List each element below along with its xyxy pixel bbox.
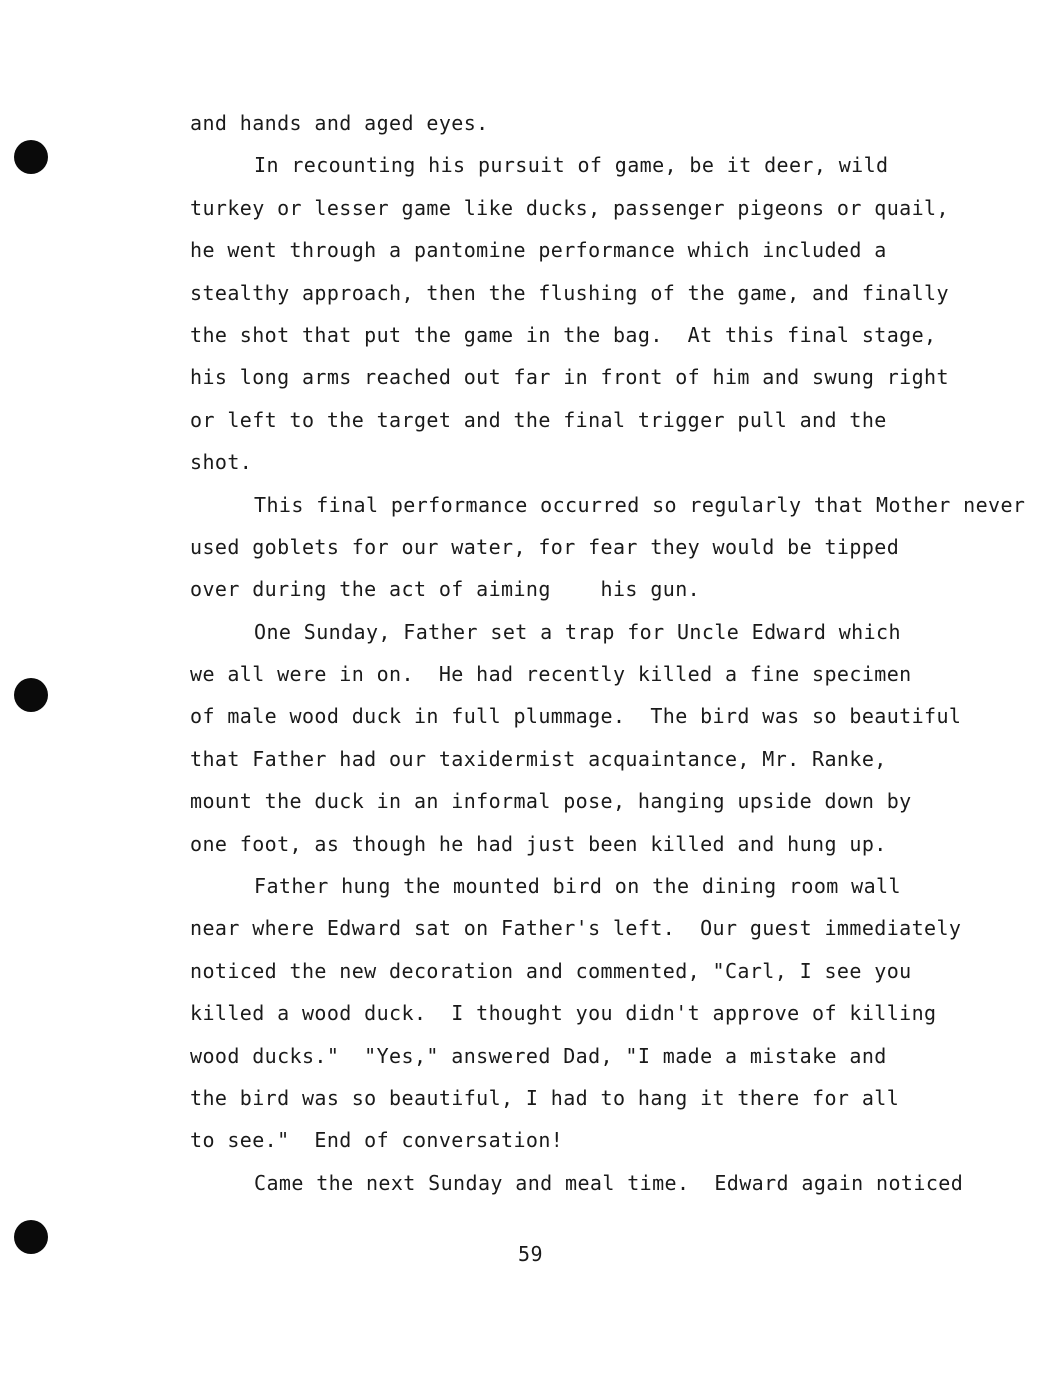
text-line: Came the next Sunday and meal time. Edward again noticed [254, 1170, 964, 1195]
text-line: one foot, as though he had just been killed and hung up. [190, 831, 887, 856]
text-line: the bird was so beautiful, I had to hang it there for all [190, 1085, 900, 1110]
text-line: One Sunday, Father set a trap for Uncle Edward which [254, 619, 901, 644]
text-line: we all were in on. He had recently killed a fine specimen [190, 662, 912, 687]
text-line: Father hung the mounted bird on the dining room wall [254, 874, 901, 899]
text-line: used goblets for our water, for fear they would be tipped [190, 534, 900, 559]
text-line: wood ducks." "Yes," answered Dad, "I made a mistake and [190, 1043, 887, 1068]
text-line: shot. [190, 450, 253, 475]
text-line: he went through a pantomine performance which included a [190, 238, 887, 263]
page-number: 59 [518, 1242, 543, 1266]
text-line: over during the act of aiming his gun. [190, 577, 701, 602]
punch-hole-middle [14, 678, 48, 712]
text-line: to see." End of conversation! [190, 1128, 564, 1153]
text-line: and hands and aged eyes. [190, 111, 489, 135]
text-line: near where Edward sat on Father's left. Our guest immediately [190, 916, 962, 941]
text-line: the shot that put the game in the bag. At this final stage, [190, 322, 937, 347]
text-line: mount the duck in an informal pose, hanging upside down by [190, 789, 912, 814]
text-line: turkey or lesser game like ducks, passenger pigeons or quail, [190, 195, 949, 220]
text-line: This final performance occurred so regularly that Mother never [254, 492, 1026, 517]
text-line: killed a wood duck. I thought you didn't approve of killing [190, 1001, 937, 1026]
text-line: that Father had our taxidermist acquaintance, Mr. Ranke, [190, 746, 887, 771]
text-line: In recounting his pursuit of game, be it deer, wild [254, 153, 889, 178]
text-line: stealthy approach, then the flushing of the game, and finally [190, 280, 949, 305]
body-text [190, 102, 1050, 1204]
text-line: of male wood duck in full plummage. The bird was so beautiful [190, 704, 962, 729]
text-line: or left to the target and the final trigger pull and the [190, 407, 887, 432]
text-line: noticed the new decoration and commented, "Carl, I see you [190, 958, 912, 983]
punch-hole-top [14, 140, 48, 174]
text-line: his long arms reached out far in front of him and swung right [190, 365, 949, 390]
